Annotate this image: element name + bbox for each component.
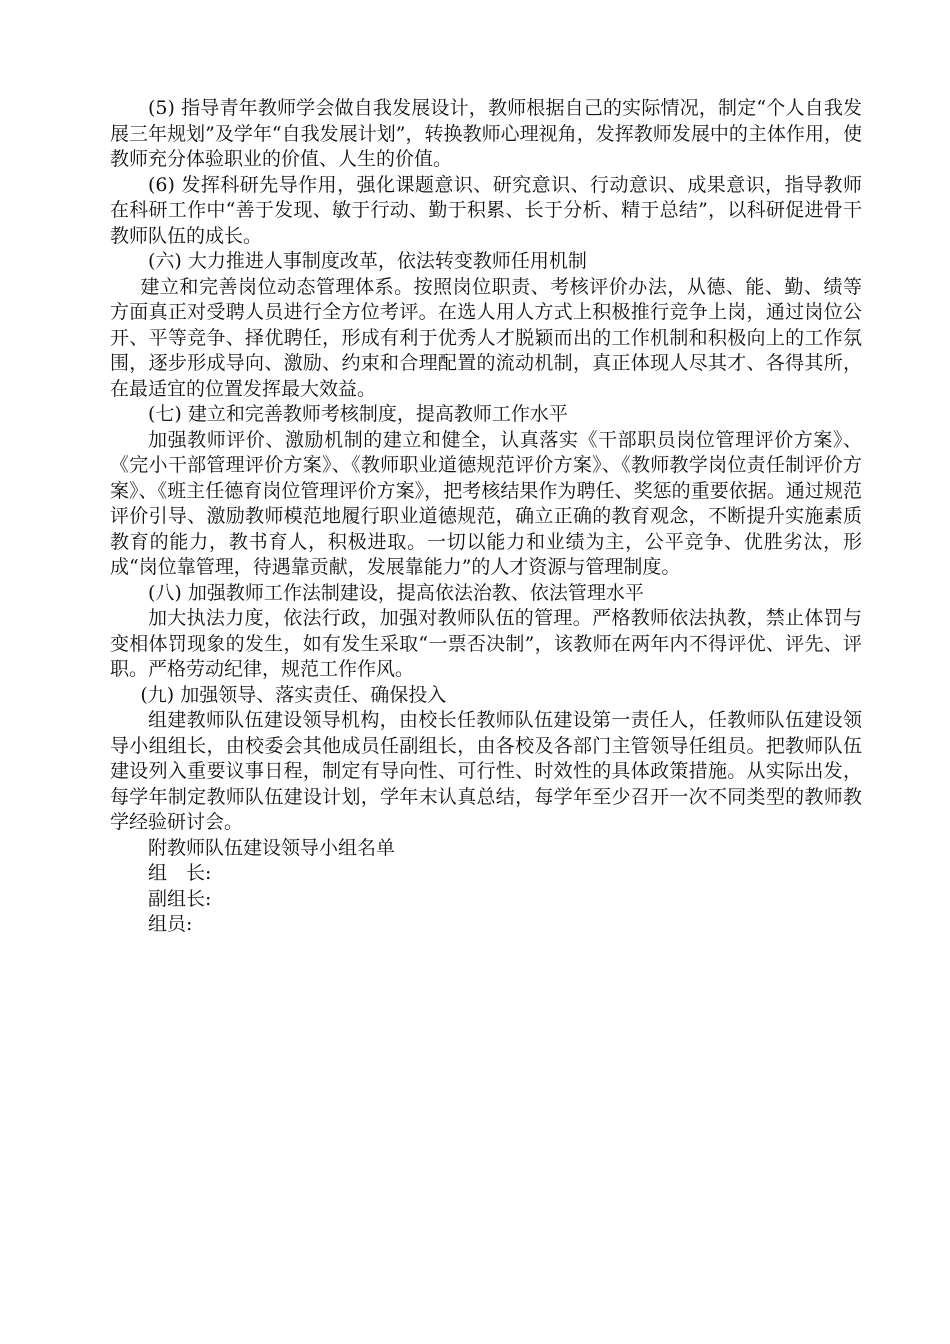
section-body-9: 组建教师队伍建设领导机构，由校长任教师队伍建设第一责任人，任教师队伍建设领导小组组长，由校委会其他成员任副组长，由各校及各部门主管领导任组员。把教师队伍建设列入重要议事日程，制定有导向性、可行性、时效性的具体政策措施。从实际出发，每学年制定教师队伍建设计划，学年末认真总结，每学年至少召开一次不同类型的教师教学经验研讨会。 — [110, 709, 862, 833]
section-heading-6: (六) 大力推进人事制度改革，依法转变教师任用机制 — [148, 250, 587, 272]
section-body-6: 建立和完善岗位动态管理体系。按照岗位职责、考核评价办法，从德、能、勤、绩等方面真正对受聘人员进行全方位考评。在选人用人方式上积极推行竞争上岗，通过岗位公开、平等竞争、择优聘任，形成有利于优秀人才脱颖而出的工作机制和积极向上的工作氛围，逐步形成导向、激励、约束和合理配置的流动机制，真正体现人尽其才、各得其所，在最适宜的位置发挥最大效益。 — [110, 275, 862, 400]
section-body-7: 加强教师评价、激励机制的建立和健全，认真落实《干部职员岗位管理评价方案》、《完小干部管理评价方案》、《教师职业道德规范评价方案》、《教师教学岗位责任制评价方案》、《班主任德育岗位管理评价方案》，把考核结果作为聘任、奖惩的重要依据。通过规范评价引导、激励教师模范地履行职业道德规范，确立正确的教育观念，不断提升实施素质教育的能力，教书育人，积极进取。一切以能力和业绩为主，公平竞争、优胜劣汰，形成“岗位靠管理，待遇靠贡献，发展靠能力”的人才资源与管理制度。 — [110, 428, 862, 578]
section-heading-7: (七) 建立和完善教师考核制度，提高教师工作水平 — [148, 403, 568, 425]
member-label: 组员: — [148, 913, 193, 935]
section-heading-8: (八) 加强教师工作法制建设，提高依法治教、依法管理水平 — [148, 581, 644, 604]
appendix-title: 附教师队伍建设领导小组名单 — [148, 836, 396, 859]
paragraph-5: (5) 指导青年教师学会做自我发展设计，教师根据自己的实际情况，制定“个人自我发展三年规划”及学年“自我发展计划”，转换教师心理视角，发挥教师发展中的主体作用，使教师充分体验职业的价值、人生的价值。 — [110, 97, 862, 170]
leader-label: 组 长: — [148, 862, 212, 884]
section-body-8: 加大执法力度，依法行政，加强对教师队伍的管理。严格教师依法执教，禁止体罚与变相体罚现象的发生，如有发生采取“一票否决制”，该教师在两年内不得评优、评先、评职。严格劳动纪律，规范工作作风。 — [110, 607, 862, 680]
document-page — [110, 96, 862, 938]
section-heading-9: (九) 加强领导、落实责任、确保投入 — [140, 683, 447, 706]
paragraph-6: (6) 发挥科研先导作用，强化课题意识、研究意识、行动意识、成果意识，指导教师在科研工作中“善于发现、敏于行动、勤于积累、长于分析、精于总结”，以科研促进骨干教师队伍的成长。 — [110, 173, 862, 247]
deputy-leader-label: 副组长: — [148, 887, 212, 910]
